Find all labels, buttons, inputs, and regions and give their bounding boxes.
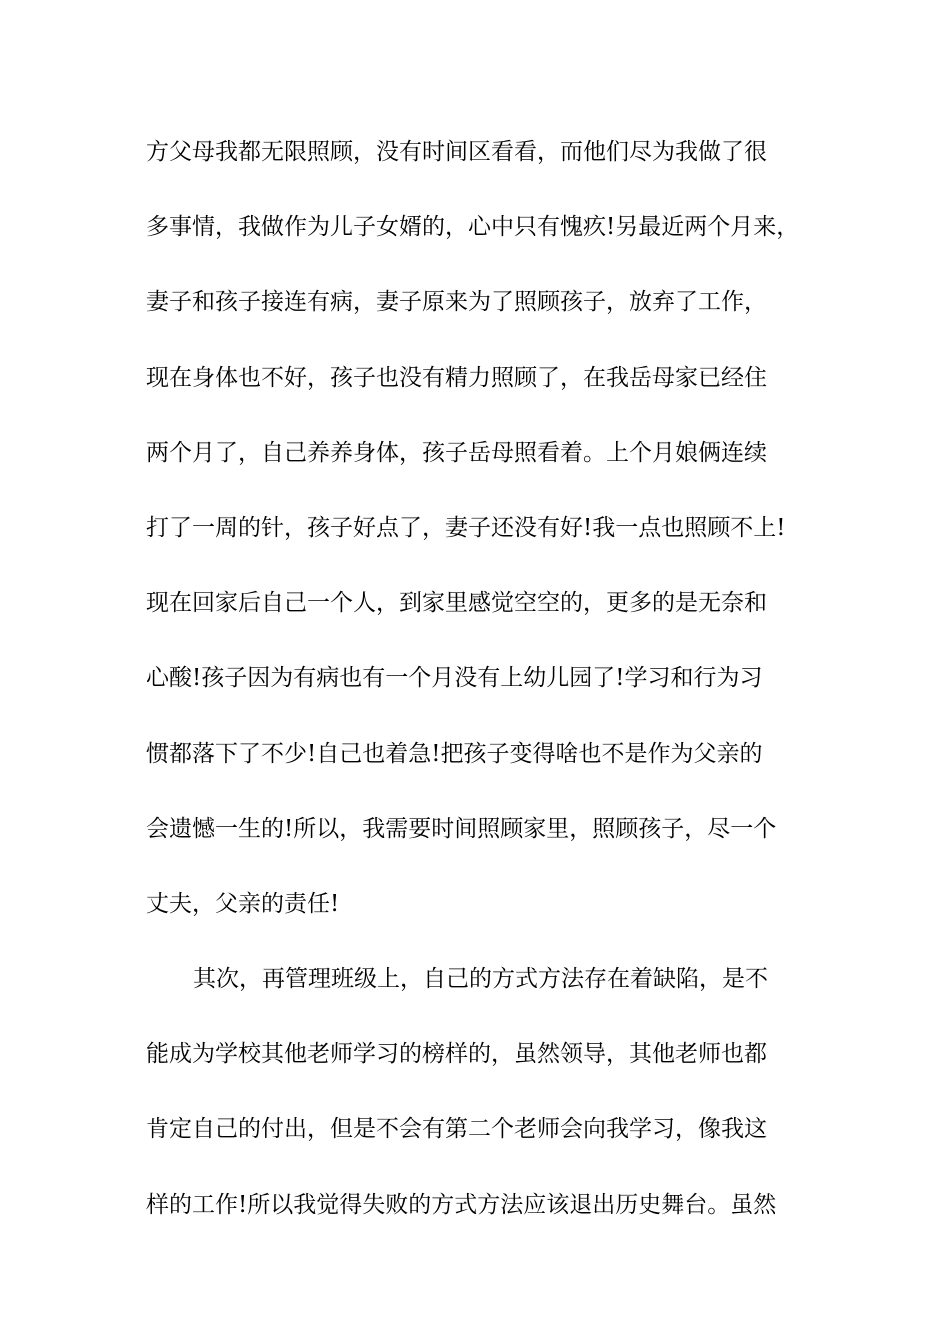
text-line: 方父母我都无限照顾，没有时间区看看，而他们尽为我做了很 (146, 139, 767, 165)
text-line: 肯定自己的付出，但是不会有第二个老师会向我学习，像我这 (146, 1116, 767, 1143)
body-text (146, 130, 826, 1258)
text-line: 现在回家后自己一个人，到家里感觉空空的，更多的是无奈和 (146, 590, 767, 617)
text-line: 惯都落下了不少!自己也着急!把孩子变得啥也不是作为父亲的 (146, 740, 763, 767)
text-line: 会遗憾一生的!所以，我需要时间照顾家里，照顾孩子，尽一个 (146, 815, 777, 842)
text-line: 两个月了，自己养养身体，孩子岳母照看着。上个月娘俩连续 (146, 439, 767, 466)
text-line: 能成为学校其他老师学习的榜样的，虽然领导，其他老师也都 (146, 1041, 767, 1068)
paragraph-start-line: 其次，再管理班级上，自己的方式方法存在着缺陷，是不 (193, 966, 768, 993)
text-line: 现在身体也不好，孩子也没有精力照顾了，在我岳母家已经住 (146, 364, 767, 391)
text-line: 样的工作!所以我觉得失败的方式方法应该退出历史舞台。虽然 (146, 1191, 777, 1218)
text-line: 打了一周的针，孩子好点了，妻子还没有好!我一点也照顾不上! (146, 514, 786, 541)
text-line: 丈夫，父亲的责任! (146, 890, 340, 917)
text-line: 多事情，我做作为儿子女婿的，心中只有愧疚!另最近两个月来， (146, 214, 800, 241)
text-line: 心酸!孩子因为有病也有一个月没有上幼儿园了!学习和行为习 (146, 665, 763, 692)
text-line: 妻子和孩子接连有病，妻子原来为了照顾孩子，放弃了工作， (146, 289, 767, 316)
